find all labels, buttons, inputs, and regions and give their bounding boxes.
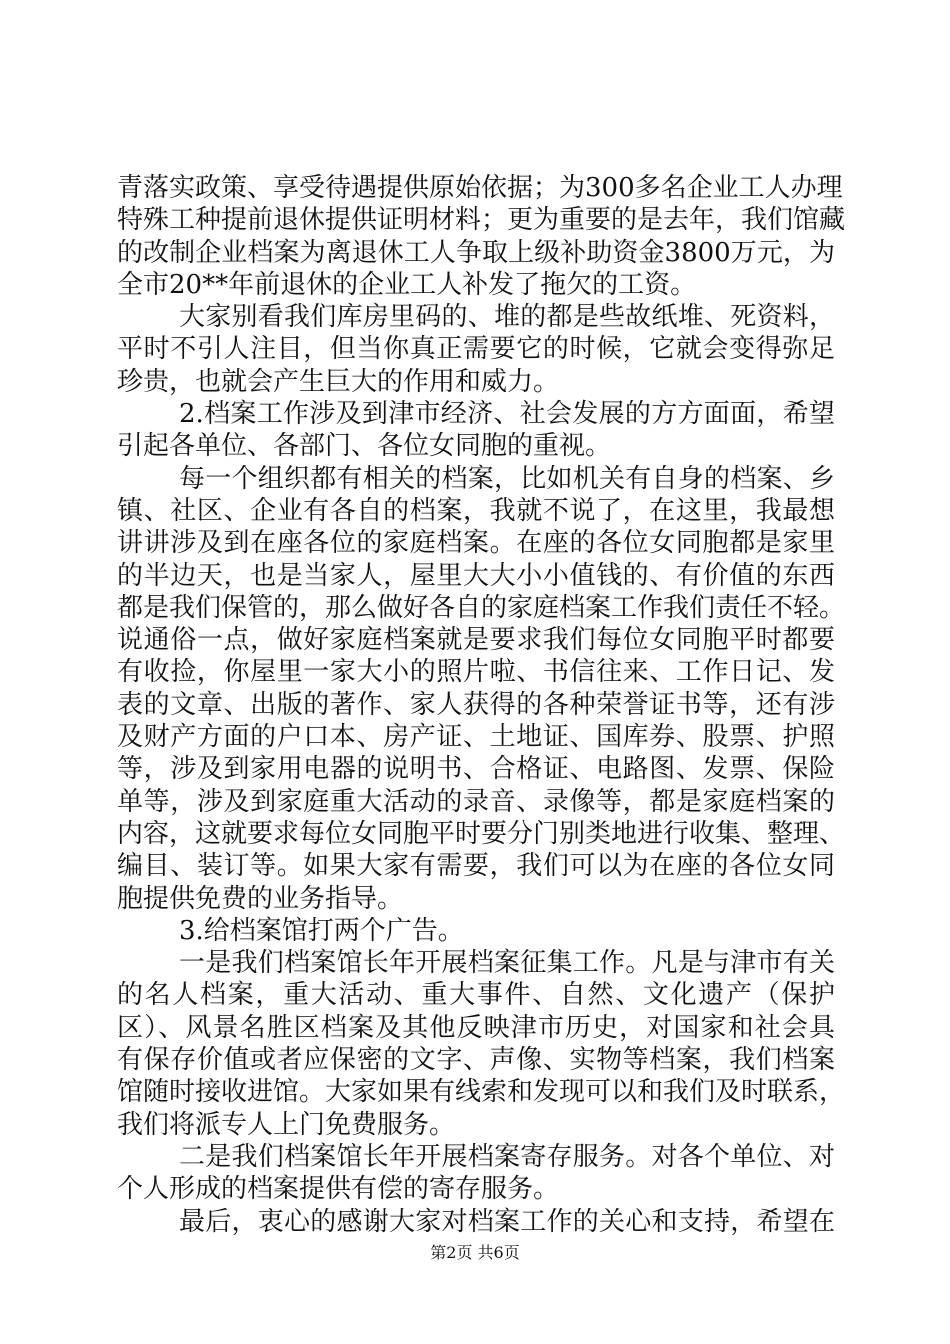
page-number-label: 第2页 共6页 xyxy=(430,1243,520,1262)
text-line: 青落实政策、享受待遇提供原始依据；为300多名企业工人办理 xyxy=(117,173,843,203)
text-line: 大家别看我们库房里码的、堆的都是些故纸堆、死资料， xyxy=(179,302,835,333)
text-line: 平时不引人注目，但当你真正需要它的时候，它就会变得弥足 xyxy=(117,334,835,365)
text-line: 特殊工种提前退休提供证明材料；更为重要的是去年，我们馆藏 xyxy=(117,205,846,236)
text-line: 说通俗一点，做好家庭档案就是要求我们每位女同胞平时都要 xyxy=(117,625,835,656)
page-footer xyxy=(0,1243,950,1263)
text-line: 区）、风景名胜区档案及其他反映津市历史，对国家和社会具 xyxy=(117,1012,835,1043)
text-line: 单等，涉及到家庭重大活动的录音、录像等，都是家庭档案的 xyxy=(117,786,835,817)
text-line: 表的文章、出版的著作、家人获得的各种荣誉证书等，还有涉 xyxy=(117,689,835,720)
text-line: 都是我们保管的，那么做好各自的家庭档案工作我们责任不轻。 xyxy=(117,592,846,623)
text-line: 2.档案工作涉及到津市经济、社会发展的方方面面，希望 xyxy=(179,399,835,430)
text-line: 引起各单位、各部门、各位女同胞的重视。 xyxy=(117,431,612,462)
text-line: 胞提供免费的业务指导。 xyxy=(117,883,404,914)
text-line: 二是我们档案馆长年开展档案寄存服务。对各个单位、对 xyxy=(179,1141,835,1172)
text-line: 全市20**年前退休的企业工人补发了拖欠的工资。 xyxy=(117,269,697,300)
text-line: 每一个组织都有相关的档案，比如机关有自身的档案、乡 xyxy=(179,463,835,494)
text-line: 及财产方面的户口本、房产证、土地证、国库券、股票、护照 xyxy=(117,722,835,753)
text-line: 编目、装订等。如果大家有需要，我们可以为在座的各位女同 xyxy=(117,851,835,882)
text-line: 有收捡，你屋里一家大小的照片啦、书信往来、工作日记、发 xyxy=(117,657,835,688)
text-line: 内容，这就要求每位女同胞平时要分门别类地进行收集、整理、 xyxy=(117,818,846,849)
text-line: 等，涉及到家用电器的说明书、合格证、电路图、发票、保险 xyxy=(117,754,835,785)
text-line: 有保存价值或者应保密的文字、声像、实物等档案，我们档案 xyxy=(117,1045,835,1076)
document-body xyxy=(117,172,846,1238)
text-line: 馆随时接收进馆。大家如果有线索和发现可以和我们及时联系， xyxy=(117,1077,846,1108)
text-line: 我们将派专人上门免费服务。 xyxy=(117,1109,456,1140)
text-line: 3.给档案馆打两个广告。 xyxy=(179,915,464,946)
text-line: 镇、社区、企业有各自的档案，我就不说了，在这里，我最想 xyxy=(117,495,835,526)
text-line: 的名人档案，重大活动、重大事件、自然、文化遗产（保护 xyxy=(117,980,835,1011)
text-line: 珍贵，也就会产生巨大的作用和威力。 xyxy=(117,366,560,397)
text-line: 的半边天，也是当家人，屋里大大小小值钱的、有价值的东西 xyxy=(117,560,835,591)
text-line: 个人形成的档案提供有偿的寄存服务。 xyxy=(117,1174,560,1205)
text-line: 的改制企业档案为离退休工人争取上级补助资金3800万元，为 xyxy=(117,237,835,268)
text-line: 最后，衷心的感谢大家对档案工作的关心和支持，希望在 xyxy=(179,1206,835,1237)
text-line: 讲讲涉及到在座各位的家庭档案。在座的各位女同胞都是家里 xyxy=(117,528,835,559)
text-line: 一是我们档案馆长年开展档案征集工作。凡是与津市有关 xyxy=(179,948,835,979)
